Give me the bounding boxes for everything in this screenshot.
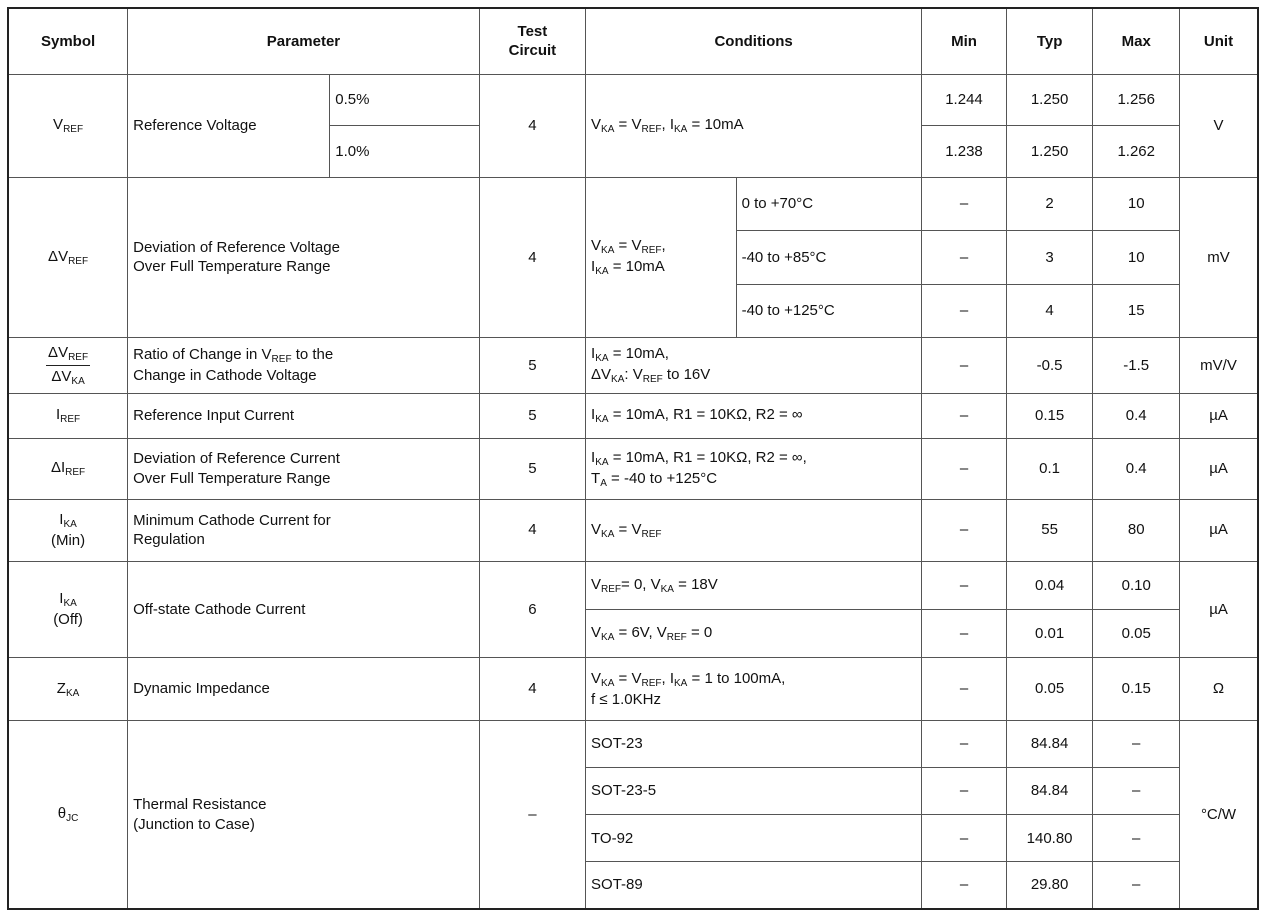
cond-text: : V	[624, 366, 643, 384]
cond-sub: KA	[660, 583, 674, 595]
header-typ: Typ	[1006, 8, 1093, 74]
symbol-sub: KA	[71, 375, 85, 387]
symbol-dvref	[8, 177, 128, 338]
max-cell: 1.262	[1093, 126, 1180, 177]
symbol-sub: REF	[68, 351, 89, 363]
conditions-zka	[586, 657, 922, 720]
table-row-ika-off-1	[8, 561, 1258, 609]
test-circuit-cell: –	[479, 721, 585, 909]
parameter-sub: REF	[271, 354, 292, 366]
cond-sub: REF	[641, 124, 662, 136]
cond-sub: KA	[595, 353, 609, 365]
min-cell: 1.238	[922, 126, 1007, 177]
cond-sub: REF	[642, 374, 663, 386]
ratio-fraction	[46, 343, 90, 388]
table-row-iref	[8, 393, 1258, 438]
cond-text: = V	[614, 237, 642, 255]
parameter-line: Thermal Resistance	[133, 796, 267, 814]
cond-text: = 0, V	[621, 575, 661, 593]
electrical-characteristics-table	[7, 7, 1259, 910]
max-cell: -1.5	[1093, 338, 1180, 394]
min-cell: –	[922, 231, 1007, 285]
test-circuit-cell: 5	[479, 438, 585, 499]
typ-cell: 0.05	[1006, 657, 1093, 720]
table-row-vref-1	[8, 74, 1258, 125]
unit-cell: Ω	[1180, 657, 1258, 720]
symbol-main: ΔV	[48, 247, 69, 265]
parameter-line: Regulation	[133, 531, 205, 549]
max-cell: 0.4	[1093, 438, 1180, 499]
test-circuit-cell: 4	[479, 657, 585, 720]
temperature-range-cell: 0 to +70°C	[736, 177, 922, 231]
conditions-dvref	[586, 177, 737, 338]
cond-text: = 10mA, R1 = 10KΩ, R2 = ∞	[608, 406, 803, 424]
table-row-zka	[8, 657, 1258, 720]
symbol-main: ΔV	[48, 343, 69, 361]
package-cell: SOT-89	[586, 862, 922, 909]
max-cell: –	[1093, 862, 1180, 909]
cond-sub: REF	[641, 245, 662, 257]
parameter-diref	[128, 438, 480, 499]
min-cell: –	[922, 561, 1007, 609]
max-cell: 10	[1093, 177, 1180, 231]
cond-text: = 10mA	[608, 258, 665, 276]
symbol-theta-jc	[8, 721, 128, 909]
temperature-range-cell: -40 to +85°C	[736, 231, 922, 285]
tolerance-cell: 0.5%	[330, 74, 480, 125]
cond-sub: KA	[674, 124, 688, 136]
typ-cell: 29.80	[1006, 862, 1093, 909]
test-circuit-cell: 4	[479, 499, 585, 561]
max-cell: –	[1093, 768, 1180, 815]
typ-cell: 84.84	[1006, 721, 1093, 768]
package-cell: TO-92	[586, 815, 922, 862]
min-cell: –	[922, 721, 1007, 768]
symbol-main: ΔV	[51, 367, 72, 385]
unit-cell: µA	[1180, 438, 1258, 499]
symbol-main: θ	[57, 805, 67, 823]
parameter-line: Deviation of Reference Current	[133, 450, 340, 468]
symbol-sub: REF	[65, 467, 86, 479]
cond-text: V	[591, 575, 602, 593]
max-cell: 80	[1093, 499, 1180, 561]
cond-text: V	[591, 669, 602, 687]
cond-text: = 10mA	[687, 116, 744, 134]
parameter-line: to the	[291, 346, 334, 364]
cond-text: I	[591, 345, 596, 363]
header-unit: Unit	[1180, 8, 1258, 74]
symbol-sub: KA	[63, 598, 77, 610]
min-cell: –	[922, 768, 1007, 815]
min-cell: –	[922, 657, 1007, 720]
header-test-circuit-text: Test Circuit	[508, 22, 557, 60]
parameter-theta-jc	[128, 721, 480, 909]
unit-cell: V	[1180, 74, 1258, 177]
max-cell: 0.10	[1093, 561, 1180, 609]
test-circuit-cell: 4	[479, 74, 585, 177]
symbol-sub: JC	[66, 813, 79, 825]
min-cell: –	[922, 438, 1007, 499]
test-circuit-cell: 5	[479, 393, 585, 438]
min-cell: –	[922, 177, 1007, 231]
cond-sub: KA	[611, 374, 625, 386]
symbol-main: V	[53, 116, 64, 134]
min-cell: –	[922, 862, 1007, 909]
cond-sub: KA	[595, 266, 609, 278]
cond-text: = V	[614, 116, 642, 134]
cond-sub: KA	[595, 414, 609, 426]
cond-text: V	[591, 520, 602, 538]
parameter-line: (Junction to Case)	[133, 815, 255, 833]
typ-cell: 1.250	[1006, 126, 1093, 177]
min-cell: –	[922, 284, 1007, 338]
parameter-ika-off: Off-state Cathode Current	[128, 561, 480, 657]
cond-sub: REF	[641, 677, 662, 689]
header-symbol: Symbol	[8, 8, 128, 74]
typ-cell: -0.5	[1006, 338, 1093, 394]
symbol-diref	[8, 438, 128, 499]
cond-text: ΔV	[591, 366, 612, 384]
table-row-ratio	[8, 338, 1258, 394]
parameter-line: Over Full Temperature Range	[133, 469, 331, 487]
symbol-main: I	[59, 510, 64, 528]
cond-text: to 16V	[662, 366, 711, 384]
cond-text: = V	[614, 669, 642, 687]
cond-text: V	[591, 623, 602, 641]
min-cell: 1.244	[922, 74, 1007, 125]
parameter-line: Minimum Cathode Current for	[133, 511, 331, 529]
symbol-main: Z	[56, 679, 66, 697]
fraction-numerator	[46, 343, 90, 366]
electrical-characteristics-table-container	[7, 7, 1259, 910]
cond-text: = 0	[686, 623, 713, 641]
min-cell: –	[922, 815, 1007, 862]
table-row-diref	[8, 438, 1258, 499]
cond-text: I	[591, 258, 596, 276]
symbol-sub: REF	[63, 124, 84, 136]
typ-cell: 0.15	[1006, 393, 1093, 438]
min-cell: –	[922, 393, 1007, 438]
symbol-sub: REF	[68, 255, 89, 267]
cond-text: = V	[614, 520, 642, 538]
typ-cell: 1.250	[1006, 74, 1093, 125]
parameter-ika-min	[128, 499, 480, 561]
package-cell: SOT-23-5	[586, 768, 922, 815]
symbol-qualifier: (Min)	[50, 531, 86, 549]
cond-text: T	[591, 469, 601, 487]
cond-text: f ≤ 1.0KHz	[591, 690, 661, 708]
max-cell: 15	[1093, 284, 1180, 338]
min-cell: –	[922, 609, 1007, 657]
typ-cell: 0.04	[1006, 561, 1093, 609]
cond-text: = 10mA, R1 = 10KΩ, R2 = ∞,	[608, 448, 807, 466]
cond-sub: KA	[601, 245, 615, 257]
cond-text: V	[591, 237, 602, 255]
package-cell: SOT-23	[586, 721, 922, 768]
symbol-qualifier: (Off)	[53, 611, 83, 629]
conditions-ika-off	[586, 561, 922, 609]
max-cell: 0.05	[1093, 609, 1180, 657]
parameter-zka: Dynamic Impedance	[128, 657, 480, 720]
table-row-theta-1	[8, 721, 1258, 768]
cond-text: = 6V, V	[614, 623, 667, 641]
typ-cell: 140.80	[1006, 815, 1093, 862]
cond-sub: KA	[601, 528, 615, 540]
symbol-ika-off	[8, 561, 128, 657]
max-cell: –	[1093, 721, 1180, 768]
header-parameter: Parameter	[128, 8, 480, 74]
max-cell: 10	[1093, 231, 1180, 285]
cond-sub: A	[600, 477, 607, 489]
table-row-ika-min	[8, 499, 1258, 561]
cond-sub: REF	[666, 631, 687, 643]
parameter-ratio	[128, 338, 480, 394]
parameter-vref: Reference Voltage	[128, 74, 330, 177]
cond-sub: KA	[601, 631, 615, 643]
conditions-vref	[586, 74, 922, 177]
symbol-sub: KA	[63, 518, 77, 530]
conditions-diref	[586, 438, 922, 499]
symbol-sub: KA	[65, 687, 80, 699]
parameter-dvref	[128, 177, 480, 338]
tolerance-cell: 1.0%	[330, 126, 480, 177]
conditions-ika-min	[586, 499, 922, 561]
cond-text: V	[591, 116, 602, 134]
typ-cell: 84.84	[1006, 768, 1093, 815]
symbol-sub: REF	[60, 414, 81, 426]
unit-cell: mV/V	[1180, 338, 1258, 394]
cond-text: I	[591, 406, 596, 424]
test-circuit-cell: 5	[479, 338, 585, 394]
header-min: Min	[922, 8, 1007, 74]
parameter-line: Change in Cathode Voltage	[133, 367, 317, 385]
unit-cell: mV	[1180, 177, 1258, 338]
header-row	[8, 8, 1258, 74]
cond-text: I	[591, 448, 596, 466]
parameter-line: Ratio of Change in V	[133, 346, 272, 364]
cond-sub: KA	[601, 677, 615, 689]
cond-sub: REF	[601, 583, 622, 595]
unit-cell: °C/W	[1180, 721, 1258, 909]
table-row-dvref-1	[8, 177, 1258, 231]
header-conditions: Conditions	[586, 8, 922, 74]
unit-cell: µA	[1180, 499, 1258, 561]
symbol-main: ΔI	[50, 459, 66, 477]
fraction-denominator	[46, 366, 90, 388]
symbol-ratio	[8, 338, 128, 394]
cond-sub: KA	[595, 456, 609, 468]
cond-text: = 10mA,	[608, 345, 669, 363]
parameter-line: Deviation of Reference Voltage	[133, 238, 340, 256]
parameter-line: Over Full Temperature Range	[133, 258, 331, 276]
conditions-ika-off	[586, 609, 922, 657]
typ-cell: 55	[1006, 499, 1093, 561]
symbol-vref	[8, 74, 128, 177]
cond-text: , I	[661, 669, 674, 687]
unit-cell: µA	[1180, 561, 1258, 657]
max-cell: –	[1093, 815, 1180, 862]
cond-text: = -40 to +125°C	[606, 469, 718, 487]
cond-sub: REF	[641, 528, 662, 540]
cond-sub: KA	[674, 677, 688, 689]
test-circuit-cell: 6	[479, 561, 585, 657]
typ-cell: 2	[1006, 177, 1093, 231]
cond-text: = 18V	[673, 575, 718, 593]
temperature-range-cell: -40 to +125°C	[736, 284, 922, 338]
symbol-iref	[8, 393, 128, 438]
cond-text: ,	[661, 237, 666, 255]
unit-cell: µA	[1180, 393, 1258, 438]
conditions-ratio	[586, 338, 922, 394]
symbol-zka	[8, 657, 128, 720]
min-cell: –	[922, 338, 1007, 394]
symbol-ika-min	[8, 499, 128, 561]
header-max: Max	[1093, 8, 1180, 74]
test-circuit-cell: 4	[479, 177, 585, 338]
cond-text: = 1 to 100mA,	[687, 669, 786, 687]
typ-cell: 4	[1006, 284, 1093, 338]
typ-cell: 3	[1006, 231, 1093, 285]
max-cell: 0.15	[1093, 657, 1180, 720]
max-cell: 0.4	[1093, 393, 1180, 438]
typ-cell: 0.1	[1006, 438, 1093, 499]
min-cell: –	[922, 499, 1007, 561]
conditions-iref	[586, 393, 922, 438]
header-test-circuit	[479, 8, 585, 74]
cond-sub: KA	[601, 124, 615, 136]
parameter-iref: Reference Input Current	[128, 393, 480, 438]
symbol-main: I	[59, 590, 64, 608]
max-cell: 1.256	[1093, 74, 1180, 125]
cond-text: , I	[661, 116, 674, 134]
symbol-main: I	[55, 406, 61, 424]
typ-cell: 0.01	[1006, 609, 1093, 657]
